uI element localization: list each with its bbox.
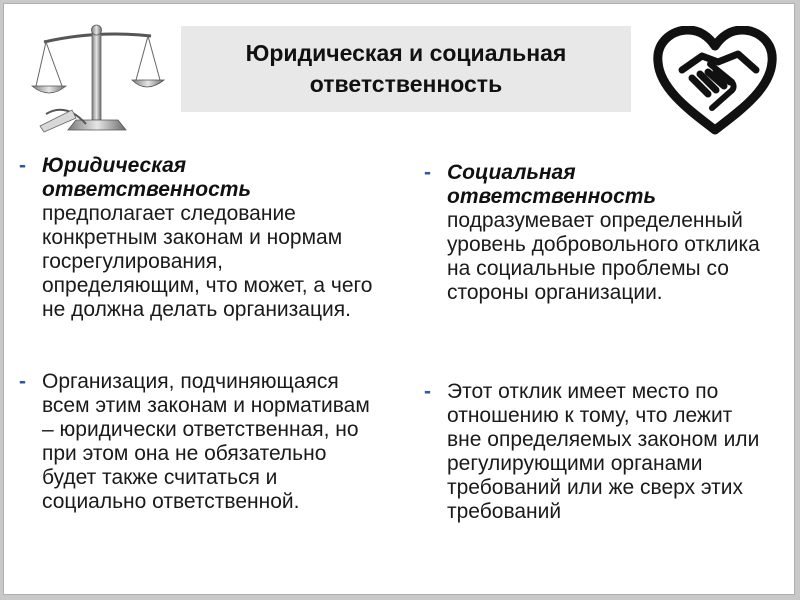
left-p2-line-3: – юридически ответственная, но: [42, 418, 359, 441]
right-p2-line-2: отношению к тому, что лежит: [447, 404, 733, 427]
left-p1-line-5: госрегулирования,: [42, 250, 223, 273]
right-p2-line-4: регулирующими органами: [447, 452, 703, 475]
left-p1-term-line-2: ответственность: [42, 178, 251, 201]
bullet-dash: -: [19, 154, 26, 177]
title-box: [181, 26, 631, 112]
left-p1-line-7: не должна делать организация.: [42, 298, 351, 321]
right-paragraph-social-responsibility: [424, 161, 760, 305]
bullet-dash: -: [424, 380, 431, 403]
right-p1-line-4: уровень добровольного отклика: [447, 233, 760, 256]
slide: [3, 3, 795, 595]
right-p2-line-3: вне определяемых законом или: [447, 428, 760, 451]
left-p1-term-line-1: Юридическая: [42, 154, 187, 177]
title-line-1: Юридическая и социальная: [245, 40, 567, 66]
bullet-dash: -: [19, 370, 26, 393]
heart-handshake-icon: [652, 26, 778, 138]
scales-of-justice-icon: [26, 14, 166, 139]
bullet-dash: -: [424, 161, 431, 184]
right-p2-line-6: требований: [447, 500, 562, 523]
right-p2-line-5: требований или же сверх этих: [447, 476, 744, 499]
left-p2-line-4: при этом она не обязательно: [42, 442, 327, 465]
right-p1-term-line-1: Социальная: [447, 161, 576, 184]
left-p2-line-6: социально ответственной.: [42, 490, 300, 513]
left-paragraph-legal-responsibility: [19, 154, 373, 322]
right-p1-line-5: на социальные проблемы со: [447, 257, 729, 280]
left-p1-line-4: конкретным законам и нормам: [42, 226, 343, 249]
right-p1-term-line-2: ответственность: [447, 185, 656, 208]
left-p2-line-1: Организация, подчиняющаяся: [42, 370, 339, 393]
right-p1-line-3: подразумевает определенный: [447, 209, 743, 232]
left-paragraph-organization: [19, 370, 370, 514]
left-p1-line-6: определяющим, что может, а чего: [42, 274, 373, 297]
left-p2-line-2: всем этим законам и нормативам: [42, 394, 370, 417]
left-p2-line-5: будет также считаться и: [42, 466, 278, 489]
title-line-2: ответственность: [309, 71, 503, 97]
left-p1-line-3: предполагает следование: [42, 202, 296, 225]
right-p1-line-6: стороны организации.: [447, 281, 663, 304]
right-p2-line-1: Этот отклик имеет место по: [447, 380, 719, 403]
right-paragraph-response: [424, 380, 760, 524]
